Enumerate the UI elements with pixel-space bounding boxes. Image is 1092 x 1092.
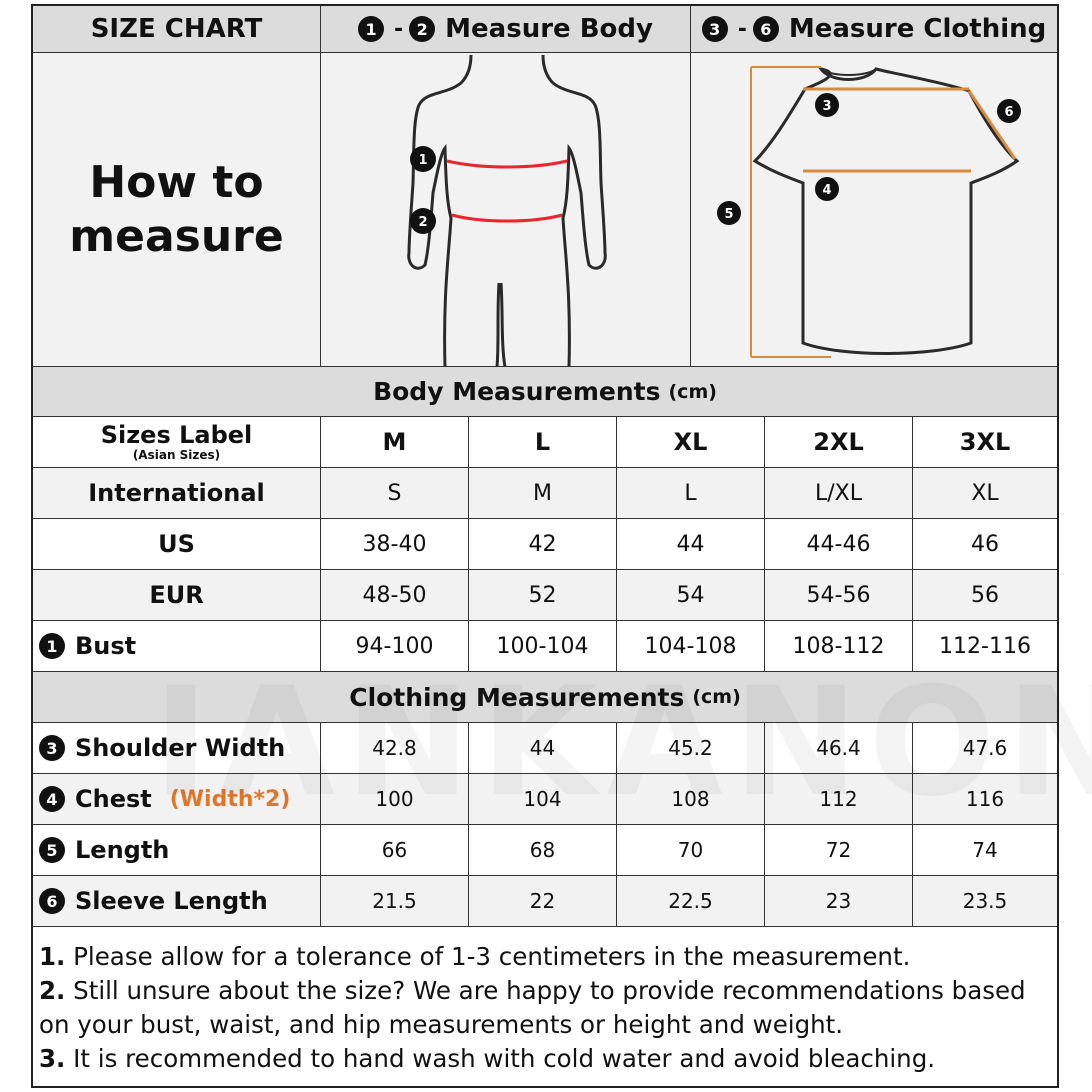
measure-body-header: 1 - 2 Measure Body — [321, 6, 691, 53]
body-illustration-cell — [321, 53, 691, 367]
table-cell: 112-116 — [913, 621, 1057, 672]
row-label-bust: 1 Bust — [33, 621, 321, 672]
table-cell: 104 — [469, 774, 617, 825]
table-cell: 94-100 — [321, 621, 469, 672]
table-cell: 70 — [617, 825, 765, 876]
table-cell: 108 — [617, 774, 765, 825]
svg-text:4: 4 — [822, 183, 832, 198]
table-cell: 108-112 — [765, 621, 913, 672]
tshirt-icon — [691, 53, 1057, 367]
body-measurements-header: Body Measurements (cm) — [33, 367, 1057, 417]
table-cell: 104-108 — [617, 621, 765, 672]
table-cell: XL — [913, 468, 1057, 519]
table-cell: 56 — [913, 570, 1057, 621]
table-cell: 48-50 — [321, 570, 469, 621]
row-label-eur: EUR — [33, 570, 321, 621]
row-label-shoulder-width: 3 Shoulder Width — [33, 723, 321, 774]
size-header-l: L — [469, 417, 617, 468]
marker-icon: 3 — [39, 735, 65, 761]
note-item: 3. It is recommended to hand wash with cold water and avoid bleaching. — [39, 1044, 936, 1073]
table-cell: 22.5 — [617, 876, 765, 927]
marker-icon: 4 — [39, 786, 65, 812]
table-cell: 54-56 — [765, 570, 913, 621]
chest-width-note: (Width*2) — [169, 786, 291, 812]
table-cell: 42 — [469, 519, 617, 570]
table-cell: 23 — [765, 876, 913, 927]
size-chart-sheet — [31, 4, 1059, 1088]
measure-clothing-header: 3 - 6 Measure Clothing — [691, 6, 1057, 53]
table-cell: 42.8 — [321, 723, 469, 774]
size-header-2xl: 2XL — [765, 417, 913, 468]
svg-text:2: 2 — [418, 215, 428, 230]
marker-icon: 1 — [358, 16, 384, 42]
table-cell: 68 — [469, 825, 617, 876]
note-item: 1. Please allow for a tolerance of 1-3 centimeters in the measurement. — [39, 942, 911, 971]
table-cell: 52 — [469, 570, 617, 621]
table-cell: 38-40 — [321, 519, 469, 570]
table-cell: 45.2 — [617, 723, 765, 774]
clothing-measurements-header: Clothing Measurements (cm) — [33, 672, 1057, 723]
table-cell: 66 — [321, 825, 469, 876]
table-cell: 100 — [321, 774, 469, 825]
body-figure-icon — [321, 53, 691, 367]
svg-text:6: 6 — [1004, 105, 1014, 120]
table-cell: L — [617, 468, 765, 519]
table-cell: 46.4 — [765, 723, 913, 774]
size-header-xl: XL — [617, 417, 765, 468]
row-label-length: 5 Length — [33, 825, 321, 876]
table-cell: 44 — [469, 723, 617, 774]
table-cell: 22 — [469, 876, 617, 927]
marker-icon: 6 — [753, 16, 779, 42]
row-label-chest: 4 Chest (Width*2) — [33, 774, 321, 825]
row-label-us: US — [33, 519, 321, 570]
marker-icon: 5 — [39, 837, 65, 863]
table-cell: 21.5 — [321, 876, 469, 927]
table-cell: 112 — [765, 774, 913, 825]
svg-text:1: 1 — [418, 153, 428, 168]
table-cell: 116 — [913, 774, 1057, 825]
note-item: 2. Still unsure about the size? We are happy to provide recommendations based on your bust, waist, and hip measurements or height and weight. — [39, 976, 1026, 1039]
table-cell: L/XL — [765, 468, 913, 519]
table-cell: S — [321, 468, 469, 519]
table-cell: 72 — [765, 825, 913, 876]
table-cell: 46 — [913, 519, 1057, 570]
clothing-illustration-cell — [691, 53, 1057, 367]
row-label-international: International — [33, 468, 321, 519]
svg-text:5: 5 — [724, 207, 734, 222]
marker-icon: 2 — [409, 16, 435, 42]
marker-icon: 3 — [702, 16, 728, 42]
table-cell: 47.6 — [913, 723, 1057, 774]
svg-text:3: 3 — [822, 99, 832, 114]
table-cell: 44-46 — [765, 519, 913, 570]
table-cell: 100-104 — [469, 621, 617, 672]
size-header-m: M — [321, 417, 469, 468]
how-to-measure: How to measure — [33, 53, 321, 367]
marker-icon: 1 — [39, 633, 65, 659]
sizes-label-cell: Sizes Label (Asian Sizes) — [33, 417, 321, 468]
size-header-3xl: 3XL — [913, 417, 1057, 468]
size-chart-title: SIZE CHART — [33, 6, 321, 53]
care-notes — [33, 926, 1057, 1086]
table-cell: 44 — [617, 519, 765, 570]
table-cell: 54 — [617, 570, 765, 621]
table-cell: 23.5 — [913, 876, 1057, 927]
marker-icon: 6 — [39, 888, 65, 914]
table-cell: M — [469, 468, 617, 519]
row-label-sleeve-length: 6 Sleeve Length — [33, 876, 321, 927]
table-cell: 74 — [913, 825, 1057, 876]
